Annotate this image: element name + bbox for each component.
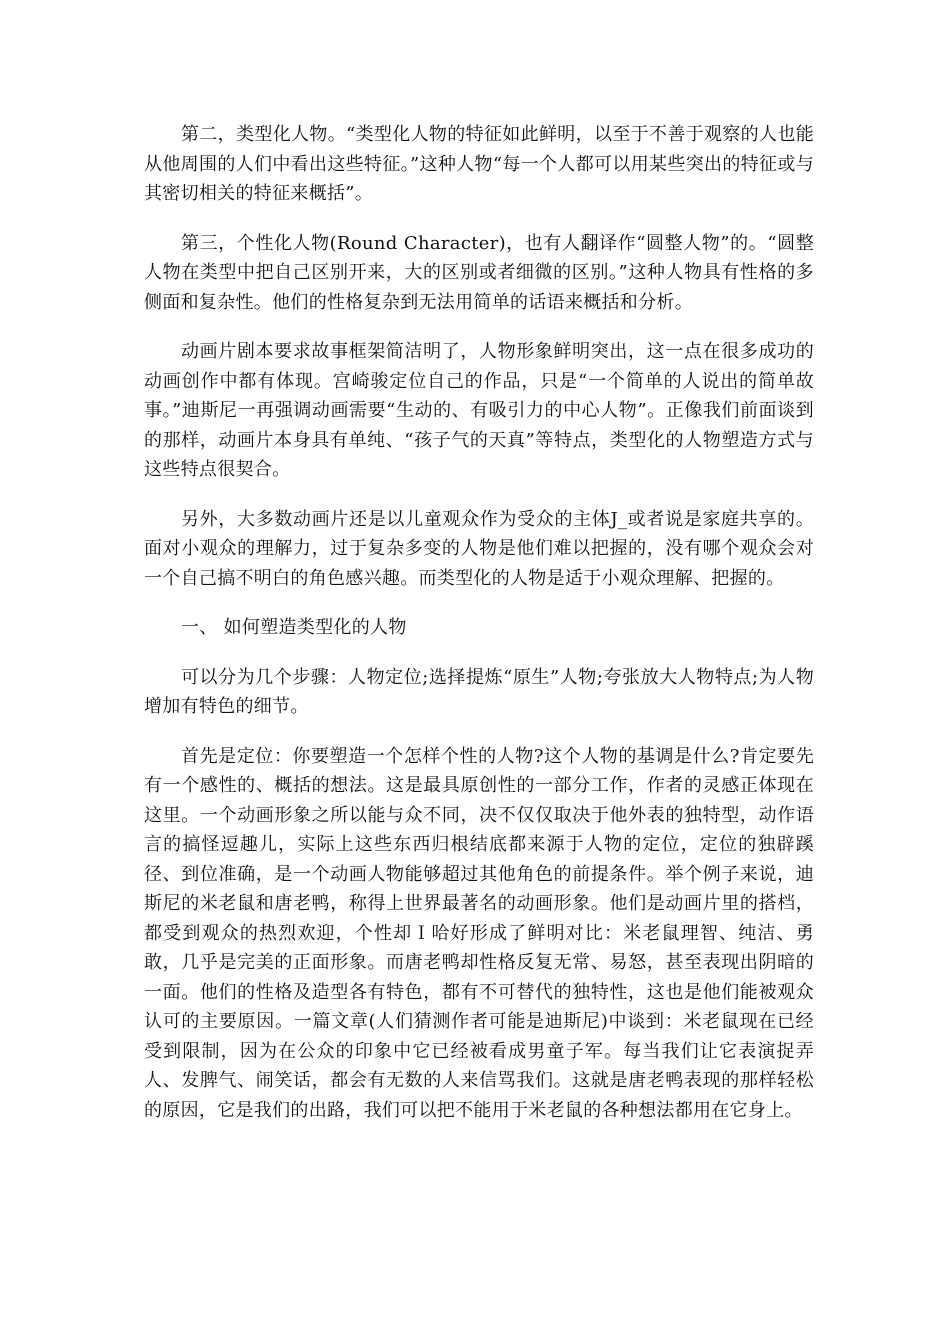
paragraph-steps: 可以分为几个步骤：人物定位;选择提炼“原生”人物;夸张放大人物特点;为人物增加有特色的细节。 [144, 666, 814, 717]
paragraph-child-audience: 另外，大多数动画片还是以儿童观众作为受众的主体J_或者说是家庭共享的。面对小观众的理解力，过于复杂多变的人物是他们难以把握的，没有哪个观众会对一个自己搞不明白的角色感兴趣。而类型化的人物是适于小观众理解、把握的。 [144, 508, 814, 589]
paragraph-positioning: 首先是定位：你要塑造一个怎样个性的人物?这个人物的基调是什么?肯定要先有一个感性的、概括的想法。这是最具原创性的一部分工作，作者的灵感正体现在这里。一个动画形象之所以能与众不同，决不仅仅取决于他外表的独特型，动作语言的搞怪逗趣儿，实际上这些东西归根结底都来源于人物的定位，定位的独辟蹊径、到位准确，是一个动画人物能够超过其他角色的前提条件。举个例子来说，迪斯尼的米老鼠和唐老鸭，称得上世界最著名的动画形象。他们是动画片里的搭档，都受到观众的热烈欢迎，个性却Ｉ哈好形成了鲜明对比：米老鼠理智、纯洁、勇敢，几乎是完美的正面形象。而唐老鸭却性格反复无常、易怒，甚至表现出阴暗的一面。他们的性格及造型各有特色，都有不可替代的独特性，这也是他们能被观众认可的主要原因。一篇文章(人们猜测作者可能是迪斯尼)中谈到：米老鼠现在已经受到限制，因为在公众的印象中它已经被看成男童子军。每当我们让它表演捉弄人、发脾气、闹笑话，都会有无数的人来信骂我们。这就是唐老鸭表现的那样轻松的原因，它是我们的出路，我们可以把不能用于米老鼠的各种想法都用在它身上。 [144, 745, 814, 1121]
paragraph-round-characters: 第三，个性化人物(Round Character)，也有人翻译作“圆整人物”的。“圆整人物在类型中把自己区别开来，大的区别或者细微的区别。”这种人物具有性格的多侧面和复杂性。他们的性格复杂到无法用简单的话语来概括和分析。 [144, 232, 814, 313]
paragraph-type-characters: 第二，类型化人物。“类型化人物的特征如此鲜明，以至于不善于观察的人也能从他周围的人们中看出这些特征。”这种人物“每一个人都可以用某些突出的特征或与其密切相关的特征来概括”。 [144, 124, 814, 204]
document-page [144, 120, 814, 1145]
paragraph-animation-script: 动画片剧本要求故事框架简洁明了，人物形象鲜明突出，这一点在很多成功的动画创作中都有体现。宫崎骏定位自己的作品，只是“一个简单的人说出的简单故事。”迪斯尼一再强调动画需要“生动的、有吸引力的中心人物”。正像我们前面谈到的那样，动画片本身具有单纯、“孩子气的天真”等特点，类型化的人物塑造方式与这些特点很契合。 [144, 341, 814, 480]
section-heading: 一、 如何塑造类型化的人物 [181, 617, 407, 638]
